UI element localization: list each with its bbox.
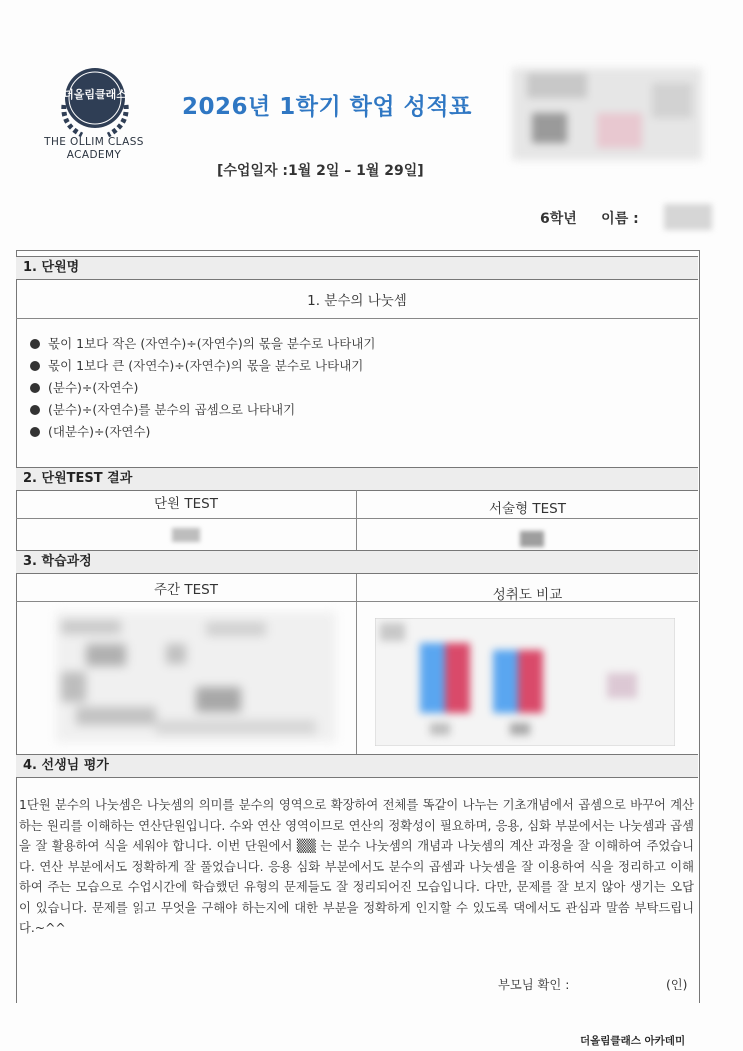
bar-red-1: [445, 643, 470, 713]
learning-goal-item: (분수)÷(자연수)를 분수의 곱셈으로 나타내기: [30, 399, 375, 421]
redacted-essay-test-score: [520, 531, 544, 547]
bullet-icon: [30, 427, 40, 437]
learning-goal-item: (분수)÷(자연수): [30, 377, 375, 399]
academy-logo: [52, 55, 138, 141]
bar-blue-2: [493, 650, 518, 713]
unit-title: 1. 분수의 나눗셈: [307, 293, 407, 309]
bar-blue-1: [420, 643, 445, 713]
teacher-comment: 1단원 분수의 나눗셈은 나눗셈의 의미를 분수의 영역으로 확장하여 전체를 똑같이 나누는 기초개념에서 곱셈으로 바꾸어 계산하는 원리를 이해하는 연산단원입니다. 수와 연산 영역이므로 연산의 정확성이 필요하며, 응용, 심화 부분에서는 나눗셈과 곱셈을 잘 활용하여 식을 세워야 합니다. 이번 단원에서 ▒▒ 는 분수 나눗셈의 개념과 나눗셈의 계산 과정을 잘 이해하여 주었습니다. 연산 부분에서도 정확하게 잘 풀었습니다. 응용 심화 부분에서도 분수의 곱셈과 나눗셈을 잘 이용하여 식을 정리하고 이해하여 주는 모습으로 수업시간에 학습했던 유형의 문제들도 잘 정리되어진 모습입니다. 다만, 문제를 잘 보지 않아 생기는 오답이 있습니다. 문제를 읽고 무엇을 구해야 하는지에 대한 부분을 정확하게 인지할 수 있도록 댁에서도 관심과 말씀 부탁드립니다.~^^: [19, 798, 694, 935]
bullet-icon: [30, 361, 40, 371]
class-period: [수업일자 :1월 2일 – 1월 29일]: [217, 163, 424, 179]
section-learning-process-heading: 3. 학습과정: [16, 550, 698, 574]
redacted-achievement-chart: [375, 618, 675, 746]
weekly-test-header: 주간 TEST: [154, 582, 218, 598]
academy-name-line1: THE OLLIM CLASS: [44, 136, 144, 148]
learning-goal-item: 몫이 1보다 큰 (자연수)÷(자연수)의 몫을 분수로 나타내기: [30, 355, 375, 377]
footer-academy-name: 더올림클래스 아카데미: [580, 1035, 686, 1047]
redacted-weekly-test-table: [56, 612, 336, 742]
bullet-icon: [30, 383, 40, 393]
academy-name-line2: ACADEMY: [66, 149, 122, 161]
name-label: 이름 :: [601, 211, 639, 227]
learning-goal-item: 몫이 1보다 작은 (자연수)÷(자연수)의 몫을 분수로 나타내기: [30, 333, 375, 355]
learning-goal-item: (대분수)÷(자연수): [30, 421, 375, 443]
redacted-stamp-image: [512, 68, 702, 160]
academy-name: [30, 136, 158, 162]
bar-red-2: [518, 650, 543, 713]
report-title: 2026년 1학기 학업 성적표: [182, 94, 472, 120]
redacted-student-name: [664, 204, 712, 230]
bullet-icon: [30, 405, 40, 415]
learning-goals-list: [30, 333, 375, 443]
divider: [16, 318, 698, 319]
essay-test-header: 서술형 TEST: [488, 501, 566, 517]
parent-confirm-label: 부모님 확인 :: [498, 978, 570, 992]
divider: [16, 601, 698, 602]
section-unit-heading: 1. 단원명: [16, 256, 698, 280]
grade: 6학년: [540, 211, 577, 227]
column-divider: [356, 574, 357, 754]
achievement-compare-header: 성취도 비교: [492, 587, 563, 603]
section-test-results-heading: 2. 단원TEST 결과: [16, 467, 698, 491]
redacted-unit-test-score: [172, 528, 200, 542]
logo-text: 더올림클래스: [63, 88, 127, 101]
student-grade-line: [540, 208, 639, 228]
column-divider: [356, 490, 357, 557]
bullet-icon: [30, 339, 40, 349]
unit-test-header: 단원 TEST: [154, 496, 218, 512]
seal-mark: (인): [666, 978, 688, 992]
divider: [16, 518, 698, 519]
section-teacher-review-heading: 4. 선생님 평가: [16, 754, 698, 778]
